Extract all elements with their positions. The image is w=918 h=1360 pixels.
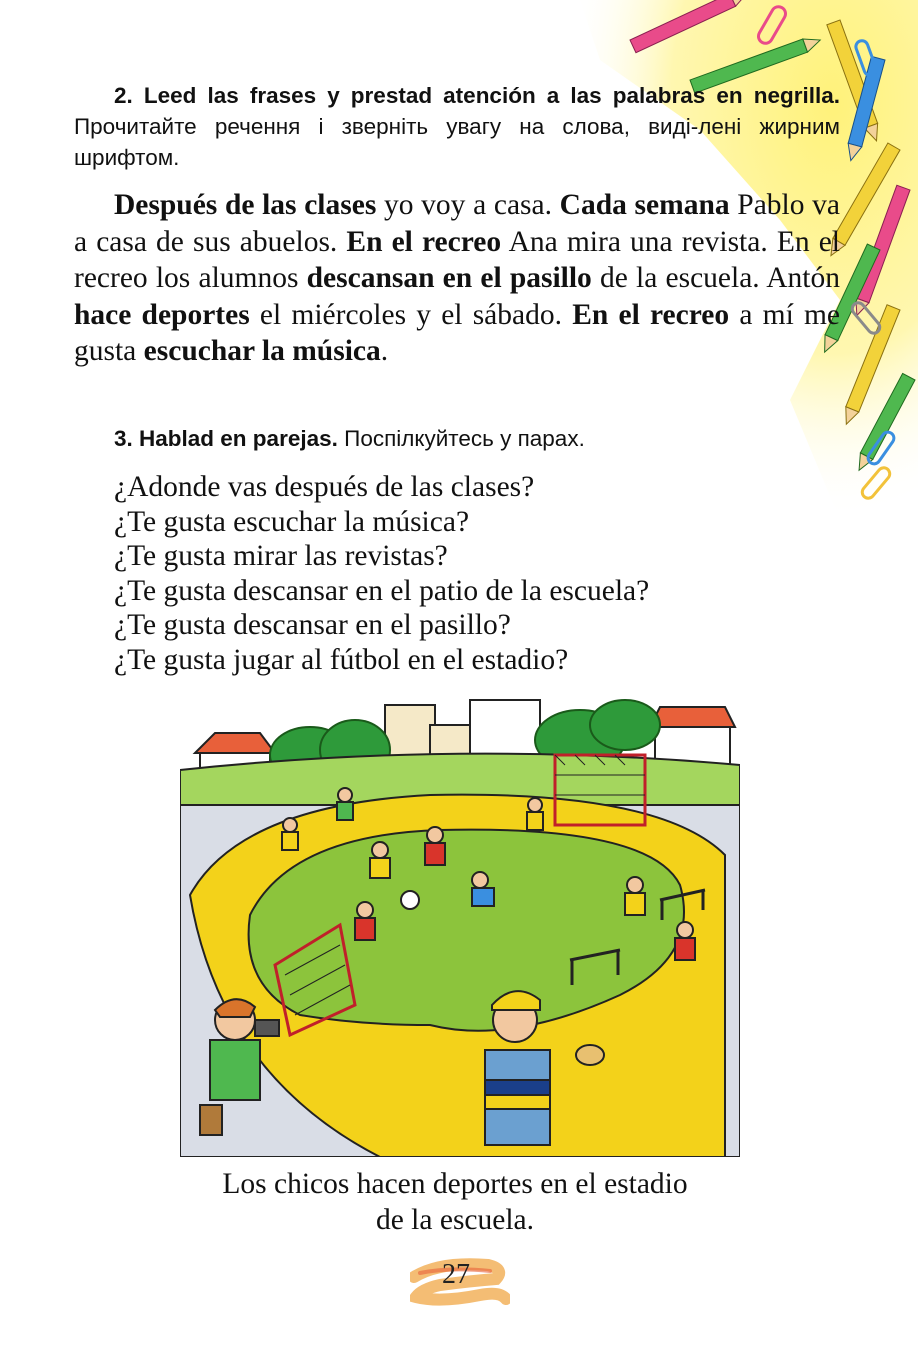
question-item: ¿Te gusta descansar en el patio de la escuela? (114, 574, 650, 607)
player (372, 842, 388, 858)
exercise-3-instruction (114, 423, 585, 454)
player (283, 818, 297, 832)
ball (401, 891, 419, 909)
player (472, 872, 488, 888)
caption-line: Los chicos hacen deportes en el estadio (222, 1168, 688, 1200)
bold-phrase: escuchar la música (143, 335, 381, 367)
player (528, 798, 542, 812)
sentence-text: de la escuela. Antón (591, 262, 840, 294)
illustration-caption (120, 1166, 790, 1238)
frisbee (576, 1045, 604, 1065)
exercise-2-instruction (74, 80, 840, 173)
exercise-3-instruction-spanish: Hablad en parejas. (139, 426, 338, 451)
player (427, 827, 443, 843)
exercise-2-number: 2. (114, 83, 133, 108)
bold-phrase: En el recreo (346, 225, 502, 258)
page-number: 27 (442, 1259, 470, 1290)
sentence-text: . (380, 335, 389, 367)
sentence-text: el miércoles y el sábado. (249, 298, 573, 331)
exercise-3-instruction-ukrainian: Поспілкуйтесь у парах. (344, 426, 585, 451)
exercise-2-instruction-spanish: Leed las frases y prestad atención a las palabras en negrilla. (143, 83, 840, 108)
sentence-text: yo voy a casa. (376, 189, 560, 221)
sentence-text: Pablo va a casa de sus abuelos. (74, 189, 841, 258)
house-roof (650, 707, 735, 727)
camera-icon (255, 1020, 279, 1036)
sentence-text: a mí me gusta (74, 298, 841, 367)
question-item: ¿Adonde vas después de las clases? (114, 471, 535, 503)
sentence-text: Ana mira una revista. En el recreo los alumnos (74, 225, 840, 294)
exercise-3-number: 3. (114, 426, 133, 451)
bold-phrase: descansan en el pasillo (306, 262, 592, 294)
caption-line: de la escuela. (375, 1204, 535, 1236)
question-item: ¿Te gusta jugar al fútbol en el estadio? (114, 643, 569, 676)
player (338, 788, 352, 802)
question-item: ¿Te gusta escuchar la música? (114, 505, 470, 538)
question-item: ¿Te gusta mirar las revistas? (114, 540, 448, 572)
question-item: ¿Te gusta descansar en el pasillo? (114, 609, 511, 641)
question-list (114, 470, 649, 677)
bold-phrase: hace deportes (74, 298, 250, 331)
exercise-2-text (74, 187, 840, 370)
bold-phrase: Cada semana (559, 189, 730, 221)
player (357, 902, 373, 918)
bold-phrase: Después de las clases (114, 189, 377, 221)
stadium-illustration (180, 695, 740, 1157)
bold-phrase: En el recreo (572, 298, 730, 331)
exercise-2-instruction-ukrainian: Прочитайте речення і зверніть увагу на слова, виді-лені жирним шрифтом. (74, 114, 840, 170)
tree (590, 700, 660, 750)
player (677, 922, 693, 938)
player (627, 877, 643, 893)
page-number-box (410, 1255, 510, 1311)
